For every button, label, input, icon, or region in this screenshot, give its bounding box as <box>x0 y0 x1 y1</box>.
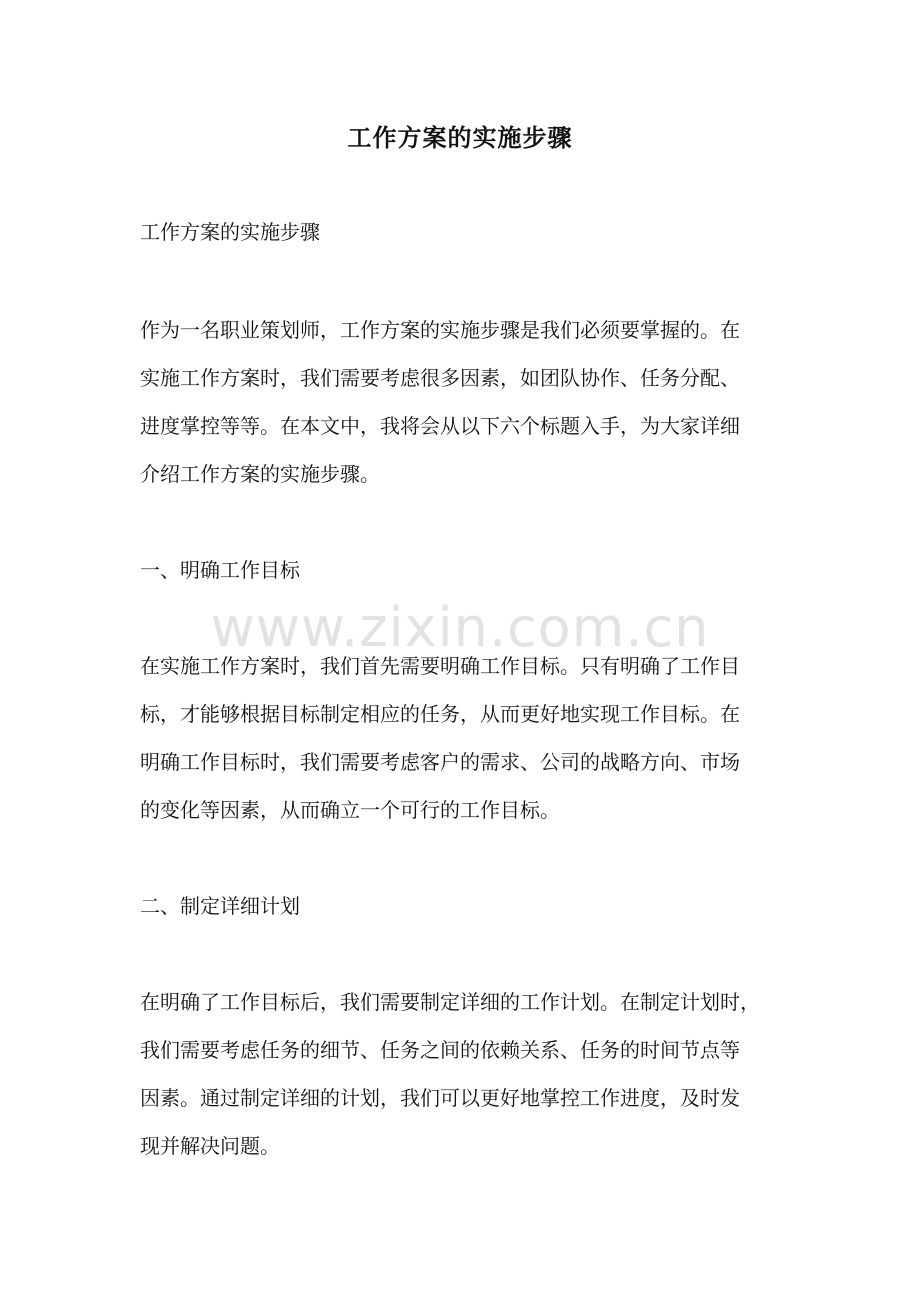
paragraph-line: 实施工作方案时，我们需要考虑很多因素，如团队协作、任务分配、 <box>140 366 740 390</box>
section-paragraph <box>140 642 810 834</box>
document-title: 工作方案的实施步骤 <box>347 123 573 152</box>
section-heading: 二、制定详细计划 <box>140 894 300 918</box>
paragraph-line: 的变化等因素，从而确立一个可行的工作目标。 <box>140 798 560 822</box>
paragraph-line: 进度掌控等等。在本文中，我将会从以下六个标题入手，为大家详细 <box>140 414 740 438</box>
paragraph-line: 明确工作目标时，我们需要考虑客户的需求、公司的战略方向、市场 <box>140 750 740 774</box>
paragraph-line: 因素。通过制定详细的计划，我们可以更好地掌控工作进度，及时发 <box>140 1086 740 1110</box>
paragraph-line: 作为一名职业策划师，工作方案的实施步骤是我们必须要掌握的。在 <box>140 318 740 342</box>
paragraph-line: 现并解决问题。 <box>140 1134 280 1158</box>
paragraph-line: 在明确了工作目标后，我们需要制定详细的工作计划。在制定计划时， <box>140 990 760 1014</box>
watermark-text: www.zixin.com.cn <box>210 596 710 659</box>
section-paragraph <box>140 978 810 1170</box>
paragraph-line: 在实施工作方案时，我们首先需要明确工作目标。只有明确了工作目 <box>140 654 740 678</box>
document-subtitle: 工作方案的实施步骤 <box>140 220 320 244</box>
paragraph-line: 标，才能够根据目标制定相应的任务，从而更好地实现工作目标。在 <box>140 702 740 726</box>
paragraph-line: 介绍工作方案的实施步骤。 <box>140 462 380 486</box>
section-heading: 一、明确工作目标 <box>140 558 300 582</box>
paragraph-line: 我们需要考虑任务的细节、任务之间的依赖关系、任务的时间节点等 <box>140 1038 740 1062</box>
intro-paragraph <box>140 306 810 498</box>
